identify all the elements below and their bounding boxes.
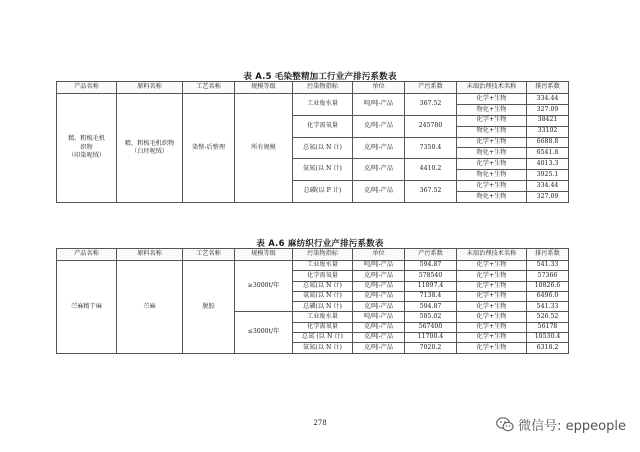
generation-coefficient-cell: 585.02 (405, 312, 457, 322)
pollutant-cell: 工业废水量 (293, 261, 353, 271)
treatment-tech-cell: 物化+生物 (457, 148, 527, 159)
generation-coefficient-cell: 594.87 (405, 302, 457, 312)
discharge-coefficient-cell: 6688.8 (527, 137, 569, 148)
unit-cell: 克/吨-产品 (353, 181, 405, 203)
treatment-tech-cell: 化学+生物 (457, 271, 527, 281)
treatment-tech-cell: 化学+生物 (457, 312, 527, 322)
discharge-coefficient-cell: 6496.0 (527, 291, 569, 301)
discharge-coefficient-cell: 38421 (527, 115, 569, 126)
product-line: （印染呢绒） (67, 152, 106, 160)
generation-coefficient-cell: 7020.2 (405, 343, 457, 353)
unit-cell: 克/吨-产品 (353, 333, 405, 343)
discharge-coefficient-cell: 56178 (527, 322, 569, 332)
table-a6 (56, 248, 569, 354)
table-a5 (56, 81, 569, 203)
product-line: 织物 (80, 143, 93, 151)
unit-cell: 克/吨-产品 (353, 302, 405, 312)
discharge-coefficient-cell: 334.44 (527, 94, 569, 105)
table-row (57, 261, 569, 271)
header-cell: 工艺名称 (183, 82, 235, 94)
scale-cell: ≤3000t/年 (235, 312, 293, 353)
treatment-tech-cell: 化学+生物 (457, 343, 527, 353)
material-cell: 苎麻 (117, 261, 183, 354)
treatment-tech-cell: 化学+生物 (457, 94, 527, 105)
table-a6-caption: 表 A.6 麻纺织行业产排污系数表 (256, 239, 384, 249)
discharge-coefficient-cell: 10530.4 (527, 333, 569, 343)
treatment-tech-cell: 化学+生物 (457, 261, 527, 271)
pollutant-cell: 工业废水量 (293, 312, 353, 322)
header-cell: 产品名称 (57, 82, 117, 94)
generation-coefficient-cell: 4410.2 (405, 159, 457, 181)
discharge-coefficient-cell: 6318.2 (527, 343, 569, 353)
pollutant-cell: 总磷(以 P 计) (293, 181, 353, 203)
generation-coefficient-cell: 367.52 (405, 181, 457, 203)
pollutant-cell: 总氮(以 N 计) (293, 137, 353, 159)
material-line: （白坯呢绒） (130, 147, 169, 155)
watermark (496, 415, 626, 434)
generation-coefficient-cell: 594.87 (405, 261, 457, 271)
material-cell (117, 94, 183, 203)
table-row (57, 94, 569, 105)
generation-coefficient-cell: 367.52 (405, 94, 457, 116)
discharge-coefficient-cell: 10826.6 (527, 281, 569, 291)
treatment-tech-cell: 化学+生物 (457, 137, 527, 148)
generation-coefficient-cell: 11897.4 (405, 281, 457, 291)
header-cell: 单位 (353, 249, 405, 261)
page-number: 278 (313, 419, 327, 427)
header-cell: 原料名称 (117, 82, 183, 94)
wechat-icon (496, 417, 514, 432)
discharge-coefficient-cell: 334.44 (527, 181, 569, 192)
treatment-tech-cell: 化学+生物 (457, 322, 527, 332)
pollutant-cell: 氨氮(以 N 计) (293, 159, 353, 181)
header-cell: 工艺名称 (183, 249, 235, 261)
table-header-row (57, 249, 569, 261)
pollutant-cell: 总氮(以 N 计) (293, 281, 353, 291)
discharge-coefficient-cell: 327.09 (527, 104, 569, 115)
product-cell: 苎麻精干麻 (57, 261, 117, 354)
treatment-tech-cell: 化学+生物 (457, 302, 527, 312)
table-a5-caption: 表 A.5 毛染整精加工行业产排污系数表 (243, 72, 397, 82)
generation-coefficient-cell: 7350.4 (405, 137, 457, 159)
pollutant-cell: 化学需氧量 (293, 271, 353, 281)
process-cell: 染整-后整理 (183, 94, 235, 203)
discharge-coefficient-cell: 3925.1 (527, 170, 569, 181)
process-cell: 脱胶 (183, 261, 235, 354)
treatment-tech-cell: 物化+生物 (457, 126, 527, 137)
header-cell: 规模等级 (235, 82, 293, 94)
treatment-tech-cell: 化学+生物 (457, 159, 527, 170)
pollutant-cell: 化学需氧量 (293, 115, 353, 137)
header-cell: 单位 (353, 82, 405, 94)
material-line: 精、粗梳毛机织物 (124, 139, 175, 147)
pollutant-cell: 总氮 (以 N 计) (293, 333, 353, 343)
unit-cell: 克/吨-产品 (353, 281, 405, 291)
discharge-coefficient-cell: 541.33 (527, 302, 569, 312)
discharge-coefficient-cell: 6541.8 (527, 148, 569, 159)
discharge-coefficient-cell: 4013.3 (527, 159, 569, 170)
product-line: 精、粗梳毛机 (67, 135, 106, 143)
unit-cell: 克/吨-产品 (353, 322, 405, 332)
unit-cell: 克/吨-产品 (353, 159, 405, 181)
header-cell: 污染物指标 (293, 82, 353, 94)
header-cell: 规模等级 (235, 249, 293, 261)
unit-cell: 吨/吨-产品 (353, 312, 405, 322)
generation-coefficient-cell: 578540 (405, 271, 457, 281)
treatment-tech-cell: 物化+生物 (457, 192, 527, 203)
product-cell (57, 94, 117, 203)
treatment-tech-cell: 化学+生物 (457, 333, 527, 343)
treatment-tech-cell: 化学+生物 (457, 291, 527, 301)
header-cell: 排污系数 (527, 82, 569, 94)
header-cell: 产品名称 (57, 249, 117, 261)
pollutant-cell: 工业废水量 (293, 94, 353, 116)
treatment-tech-cell: 物化+生物 (457, 170, 527, 181)
unit-cell: 克/吨-产品 (353, 291, 405, 301)
table-header-row (57, 82, 569, 94)
generation-coefficient-cell: 567400 (405, 322, 457, 332)
header-cell: 末端治理技术名称 (457, 249, 527, 261)
watermark-text: 微信号: eppeople (518, 419, 626, 434)
header-cell: 排污系数 (527, 249, 569, 261)
pollutant-cell: 氨氮(以 N 计) (293, 343, 353, 353)
unit-cell: 克/吨-产品 (353, 343, 405, 353)
header-cell: 原料名称 (117, 249, 183, 261)
pollutant-cell: 总磷(以 N 计) (293, 302, 353, 312)
scale-cell: ≥3000t/年 (235, 261, 293, 312)
pollutant-cell: 氨氮(以 N 计) (293, 291, 353, 301)
treatment-tech-cell: 化学+生物 (457, 115, 527, 126)
generation-coefficient-cell: 11700.4 (405, 333, 457, 343)
header-cell: 产污系数 (405, 82, 457, 94)
unit-cell: 克/吨-产品 (353, 271, 405, 281)
discharge-coefficient-cell: 541.33 (527, 261, 569, 271)
header-cell: 污染物指标 (293, 249, 353, 261)
treatment-tech-cell: 化学+生物 (457, 281, 527, 291)
pollutant-cell: 化学需氧量 (293, 322, 353, 332)
unit-cell: 克/吨-产品 (353, 137, 405, 159)
discharge-coefficient-cell: 33102 (527, 126, 569, 137)
unit-cell: 吨/吨-产品 (353, 94, 405, 116)
header-cell: 产污系数 (405, 249, 457, 261)
treatment-tech-cell: 物化+生物 (457, 104, 527, 115)
generation-coefficient-cell: 7138.4 (405, 291, 457, 301)
discharge-coefficient-cell: 526.52 (527, 312, 569, 322)
scale-cell: 所有规模 (235, 94, 293, 203)
discharge-coefficient-cell: 57366 (527, 271, 569, 281)
header-cell: 末端治理技术名称 (457, 82, 527, 94)
generation-coefficient-cell: 245780 (405, 115, 457, 137)
treatment-tech-cell: 化学+生物 (457, 181, 527, 192)
unit-cell: 吨/吨-产品 (353, 261, 405, 271)
discharge-coefficient-cell: 327.09 (527, 192, 569, 203)
unit-cell: 克/吨-产品 (353, 115, 405, 137)
